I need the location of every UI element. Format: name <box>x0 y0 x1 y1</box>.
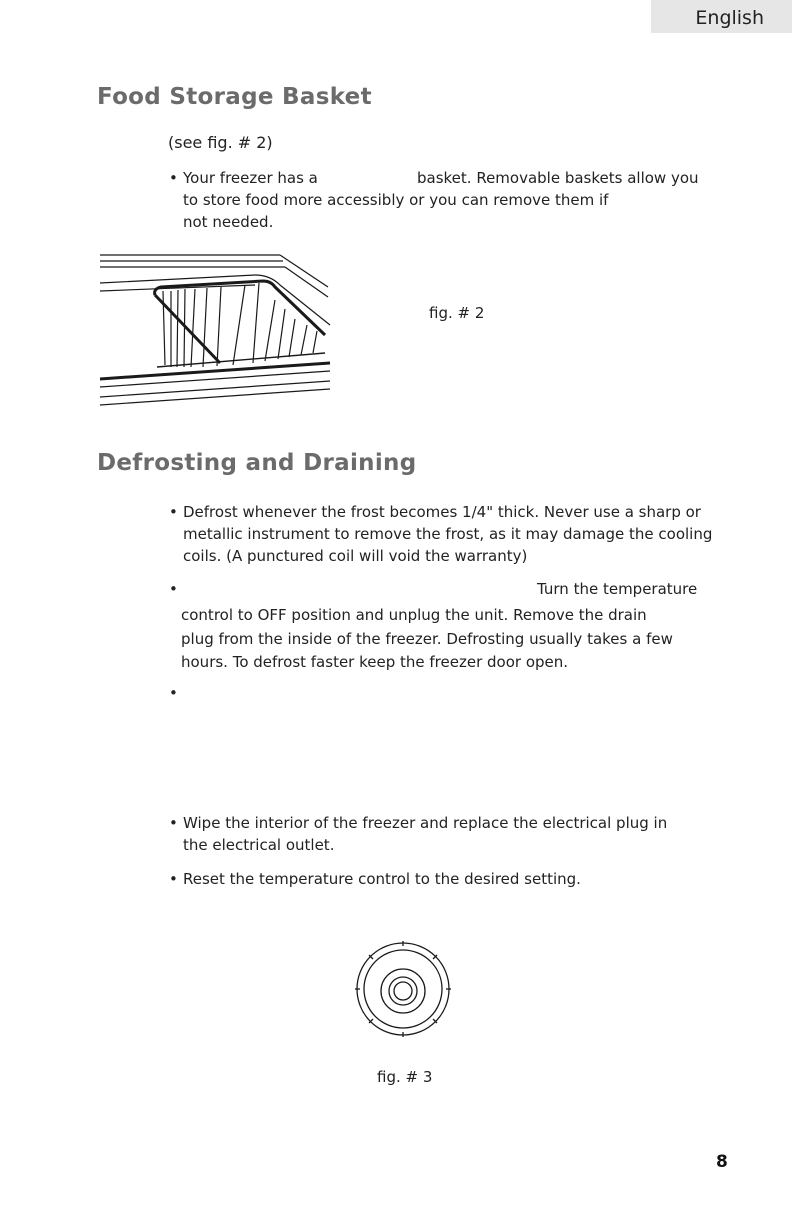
bullet-marker: • <box>169 580 178 598</box>
defrost-p2-line2: control to OFF position and unplug the unit. Remove the drain <box>181 606 647 624</box>
defrost-p2-line3: plug from the inside of the freezer. Defrosting usually takes a few <box>181 630 673 648</box>
defrost-p2-line1: Turn the temperature <box>537 580 698 598</box>
defrost-p2-line4: hours. To defrost faster keep the freezer door open. <box>181 653 569 671</box>
fig-3-label: fig. # 3 <box>377 1068 433 1086</box>
basket-illustration <box>95 245 335 410</box>
bullet-marker: • <box>169 814 178 832</box>
defrost-p1-line1: Defrost whenever the frost becomes 1/4" thick. Never use a sharp or <box>183 503 701 521</box>
basket-text-line3: not needed. <box>183 213 274 231</box>
bullet-marker: • <box>169 169 178 187</box>
section-title-defrosting: Defrosting and Draining <box>97 450 417 476</box>
basket-text-line1b: basket. Removable baskets allow you <box>417 169 699 187</box>
defrost-p1-line2: metallic instrument to remove the frost, as it may damage the cooling <box>183 525 713 543</box>
see-fig-reference: (see fig. # 2) <box>168 133 273 152</box>
off-keyword: OFF <box>257 606 287 624</box>
bullet-marker: • <box>169 684 178 702</box>
defrost-p4-line2: the electrical outlet. <box>183 836 335 854</box>
basket-text-line2: to store food more accessibly or you can remove them if <box>183 191 609 209</box>
language-tab: English <box>651 0 792 33</box>
page-number: 8 <box>716 1152 728 1172</box>
bullet-marker: • <box>169 503 178 521</box>
section-title-food-storage: Food Storage Basket <box>97 84 372 110</box>
drain-plug-illustration <box>349 938 457 1036</box>
defrost-p1-line3: coils. (A punctured coil will void the warranty) <box>183 547 528 565</box>
fig-2-label: fig. # 2 <box>429 304 485 322</box>
defrost-p5: Reset the temperature control to the desired setting. <box>183 870 581 888</box>
defrost-p4-line1: Wipe the interior of the freezer and replace the electrical plug in <box>183 814 668 832</box>
bullet-marker: • <box>169 870 178 888</box>
basket-text-line1a: Your freezer has a <box>183 169 318 187</box>
